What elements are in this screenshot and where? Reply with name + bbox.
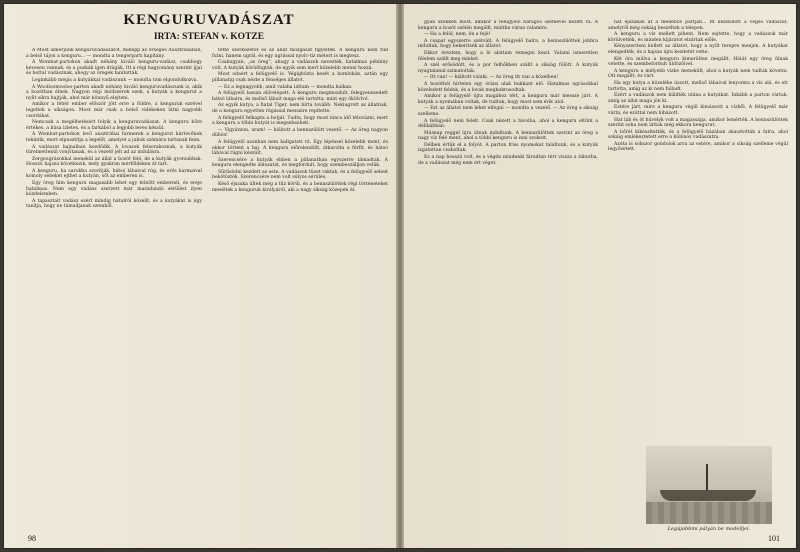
paragraph: A vadászat hajnalban kezdődik. A lovasok felsorakoznak, a kutyák türelmetlenül vonyítanak, és a vezető jelt ad az indulásra. xyxy=(26,144,202,156)
paragraph: — Ez a legnagyobb, amit valaha láttam — mondta halkan. xyxy=(218,84,353,90)
paragraph: Leginkább mégis a kutyákkal vadászunk — mondta tom elgondolkozva. xyxy=(32,77,198,83)
paragraph: A felügyelő felkapta a botját. Tudta, hogy most nincs idő tétovázni, mert a kenguru a többi kutyát is megsebezheti. xyxy=(212,115,388,127)
paragraph: Hat láb és öt hüvelyk volt a magassága, amikor lemérték. A bennszülöttek szerint soha nem láttak még ekkora kengurut. xyxy=(608,117,788,129)
paragraph: A kenguru a víz mellett pihent. Nem sejtette, hogy a vadászok már körülvették, és minden kijáratot elzártak előle. xyxy=(608,32,788,43)
paragraph: Ezért a vadászok nem küldték utána a kutyákat. Inkább a parton vártak, amíg az állat maga jön ki. xyxy=(608,93,788,104)
paragraph: Egy öreg hím kenguru magasabb lehet egy felnőtt embernél, és ereje hatalmas. Nem egy vadász szerzett már maradandó sérülést ilyen küzdelemben. xyxy=(26,181,202,198)
text-column-right-b xyxy=(608,20,788,440)
boat-photo xyxy=(646,446,772,524)
paragraph: Nemcsak a megélhetésért folyik a kenguruvadászat. A kenguru bőre értékes, a húsa ízletes, és a farkából a legjobb leves készül. xyxy=(26,120,202,131)
paragraph: Ez a nap hosszú volt, és a végén mindenki fáradtan tért vissza a táborba, de a vadászat még nem ért véget. xyxy=(418,155,598,166)
article-author: IRTA: STEFAN v. KOTZE xyxy=(153,32,265,42)
photo-water xyxy=(646,502,772,524)
paragraph: Délben értük el a folyót. A parton friss nyomokat találtunk, és a kutyák izgatottan csaholtak. xyxy=(418,142,598,154)
paragraph: Amikor a felügyelő újra magához tért, a kenguru már messze járt. A kutyák a nyomában voltak, de tudtuk, hogy most sem érik utol. xyxy=(418,94,598,105)
paragraph: — Ezt az állatot nem lehet elfogni — mondta a vezető. — Az öreg a síkság szelleme. xyxy=(418,106,598,117)
paragraph: Amikor a fehér ember először jött erre a földre, a kenguruk ezrével legeltek a síkságon. Most már csak a belső vidékeken látni nagyobb csordákat. xyxy=(26,102,202,119)
spine-gutter xyxy=(396,4,404,548)
page-number-right: 101 xyxy=(768,534,780,543)
paragraph: Ha egy kutya a közelébe úszott, mellső lábaival lenyomta a víz alá, és ott tartotta, amíg az ki nem fulladt. xyxy=(608,80,788,92)
article-title: KENGURUVADÁSZAT xyxy=(123,12,295,28)
paragraph: A kenguru a mélyebb vízbe menekült, ahol a kutyák nem tudták követni. Ott megállt, és várt. xyxy=(608,68,788,80)
photo-caption: Legújabbmi pályán be modelljei. xyxy=(667,526,751,532)
paragraph: Most odaért a felügyelő is. Végighúzta kezét a homlokán, aztán egy pillanatig csak nézte a fenséges állatot. xyxy=(212,72,388,83)
paragraph: A felügyelő azonban nem hallgatott rá. Egy lépéssel közelebb ment, és ekkor történt a baj. A kenguru előrelendült, átkarolta a férfit, és hátsó lábával rúgni készült. xyxy=(212,139,388,157)
paragraph: A bőrét kikészítették, és a felügyelő házában akasztották a falra, ahol sokáig emlékeztetett erre a különös vadászatra. xyxy=(608,129,788,141)
photo-boat-hull xyxy=(660,490,756,501)
paragraph: Késő éjszaka ültek még a tűz körül, és a bennszülöttek régi történeteket meséltek a kenguruk királyáról, aki a nagy síkság közepén él. xyxy=(212,182,388,193)
paragraph: A Woolloomooloo-parton akadt néhány kiváló kenguruvadászunk is, akik a bozótban élnek. Nagyon régi módszerek ezek, a kutyák a kengurut a nyílt síkra hajtják, ahol már könnyű elejteni. xyxy=(26,84,202,101)
photo-mast xyxy=(706,464,708,492)
paragraph: — Itt van! — kiáltott valaki. — Az öreg itt van a közelben! xyxy=(424,75,559,81)
paragraph: Csakugyan, „az öreg”, ahogy a vadászok nevezték, hatalmas példány volt. A kutyák körülfogták, de egyik sem mert közelebb menni hozzá. xyxy=(212,60,388,71)
magazine-spread xyxy=(4,4,796,548)
paragraph: Másnap reggel újra útnak indultunk. A bennszülöttek szerint az öreg a nagy víz felé ment, ahol a többi kenguru is inni szokott. xyxy=(418,130,598,142)
paragraph: A Most ismerjünk kenguruvadászatot, miképp az őrséges Ausztráliában, a belső tájon a kenguru... — mondta a tengerparti kapitány. xyxy=(26,48,202,59)
paragraph: — Vigyázzon, uram! — kiáltott a bennszülött vezető. — Az öreg nagyon dühös! xyxy=(212,127,388,139)
paragraph: Az egyik kutya, a fiatal Tiger, nem bírta tovább. Nekiugrott az állatnak, de a kenguru egyetlen rúgással messzire repítette. xyxy=(212,103,388,114)
paragraph: A bozótból hirtelen egy óriási alak bukkant elő. Hatalmas ugrásokkal közeledett felénk, és a lovak megbokrosodtak. xyxy=(418,81,598,93)
paragraph: Zergeugrásokkal menekül az állat a bozót felé, de a kutyák gyorsabbak. Hosszú hajsza következik, mely gyakran mérföldeken át tart. xyxy=(26,156,202,168)
page-number-left: 98 xyxy=(28,534,36,543)
text-column-left-a xyxy=(26,48,202,532)
left-page xyxy=(4,4,396,548)
paragraph: tette szerkezetét és az állat mozgását figyelték. A kenguru nem tud futni, hanem ugrál, és egy ugrással nyolc-tíz métert is megtesz. xyxy=(212,48,388,59)
paragraph: A felügyelő nem felelt. Csak nézett a távolba, ahol a kenguru eltűnt a délibábban. xyxy=(418,118,598,130)
paragraph: Két óra múlva a kenguru kimerülten megállt. Hátát egy öreg fának vetette, és szembefordult üldözőivel. xyxy=(608,56,788,68)
paragraph: gyan szökken most, amikor a felügyelő haragos szemével nézett rá. A kenguru a bozót szélén megállt, mintha várna valamire. xyxy=(418,20,598,31)
paragraph: Kényszeríteni kellett az állatot, hogy a nyílt terepre menjen. A kutyákat elengedték, és a hajsza újra kezdetét vette. xyxy=(608,44,788,55)
paragraph: A felügyelő lassan előrelépett. A kenguru megmozdult, felegyenesedett hátsó lábaira, és mellső lábait maga elé tartotta, mint egy ökölvívó. xyxy=(212,91,388,102)
paragraph: — Ha a felül, nem, én a fejé! xyxy=(424,32,491,38)
paragraph: A tapasztalt vadász ezért mindig hátulról közelít, és a kutyákat is úgy tanítja, hogy ne támadjanak szemből. xyxy=(26,198,202,210)
paragraph: Ekkor éreztem, hogy a ló alattam remegni kezd. Valami ismeretlen félelem szállt meg minket. xyxy=(418,50,598,62)
paragraph: hat éjszakán át a medence partján... Itt kezdődött a végső vadászat, amelyről még sokáig beszéltek a telepen. xyxy=(608,20,788,31)
paragraph: A Wombat-partokon levő ausztráliai farmerek a kengurut kártevőnek tekintik, mert elpusztítja a legelőt, amelyet a juhok számára tartanak fenn. xyxy=(26,132,202,143)
paragraph: A kenguru, ha sarokba szorítják, hátsó lábaival rúg, és erős karmaival komoly sebeket ejthet a kutyán, sőt az emberen is. xyxy=(26,168,202,180)
paragraph: Szerencsére a kutyák ebben a pillanatban egyszerre támadtak. A kenguru elengedte áldozatát, és megfordult, hogy szembeszálljon velük. xyxy=(212,157,388,169)
paragraph: A csapat egyszerre szétvált. A felügyelő balra, a bennszülöttek jobbra indultak, hogy bekerítsék az állatot. xyxy=(418,38,598,50)
text-column-left-b xyxy=(212,48,388,532)
paragraph: A szél erősödött, és a por felhőkben szállt a síkság fölött. A kutyák nyugtalanul szimatoltak. xyxy=(418,63,598,74)
paragraph: Sűrűsödni kezdett az este. A vadászok tüzet raktak, és a felügyelő sebeit bekötözték. Szerencsére nem volt súlyos sérülés. xyxy=(212,169,388,181)
paragraph: A Wombat-partokon akadt néhány kiváló kenguru-vadász, csakhogy kevesen vannak, és a puskák igen drágák. Itt a régi hagyomány szerint íjjal és bottal vadásznak, ahogy az öregek tanították. xyxy=(26,60,202,77)
paragraph: Azóta is sokszor gondolok arra az estére, amikor a síkság szelleme végül legyőzetett. xyxy=(608,141,788,153)
paragraph: Estére járt, mire a kenguru végül kimászott a vízből. A felügyelő már várta, és ezúttal nem hibázott. xyxy=(608,105,788,116)
text-column-right-a xyxy=(418,20,598,532)
